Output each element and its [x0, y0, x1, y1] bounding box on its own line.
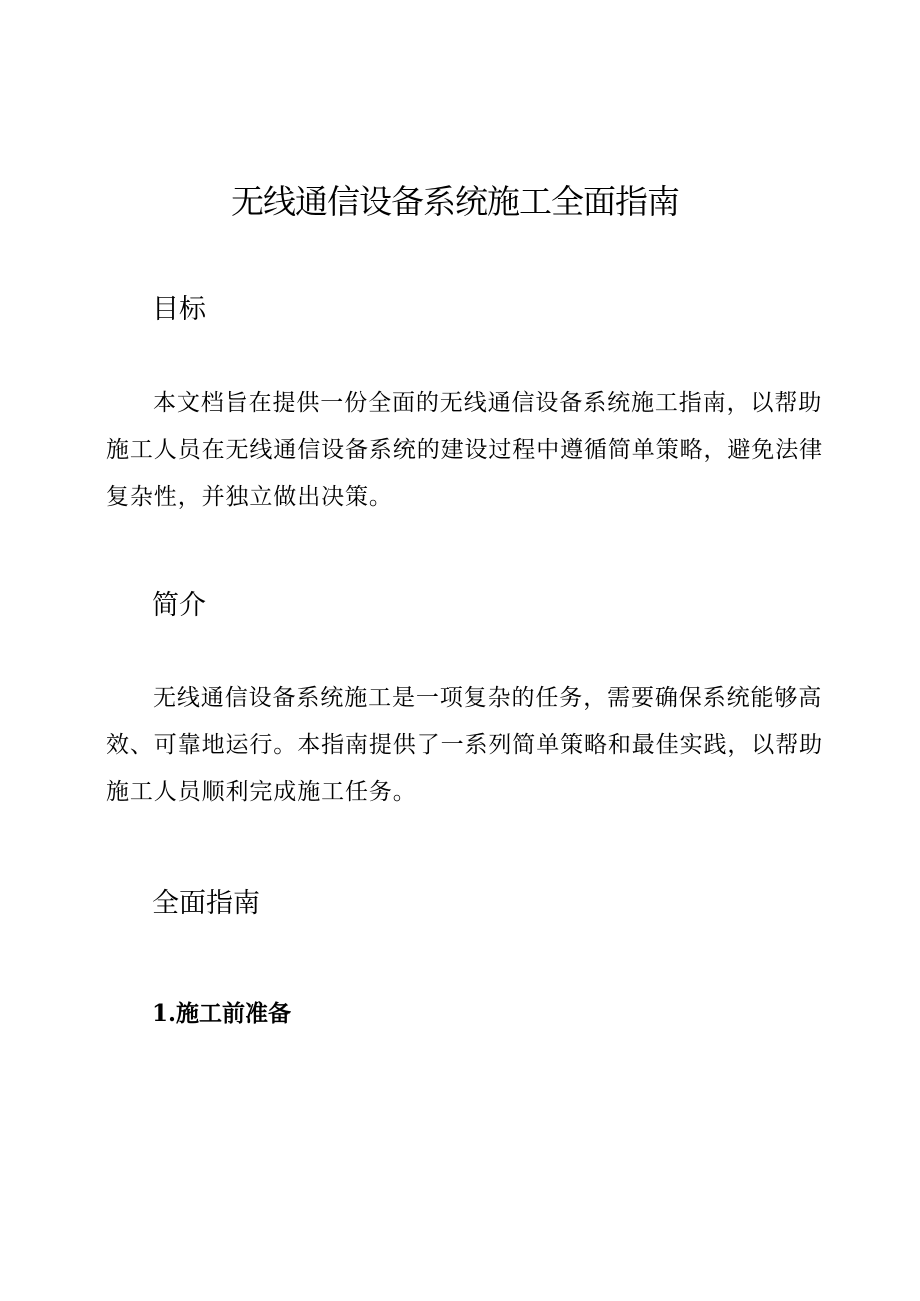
paragraph-line: 施工人员在无线通信设备系统的建设过程中遵循简单策略，避免法律 [106, 437, 823, 463]
section-heading-guide: 全面指南 [152, 888, 260, 919]
paragraph-line: 效、可靠地运行。本指南提供了一系列简单策略和最佳实践，以帮助 [106, 732, 823, 758]
section-paragraph-goal [106, 380, 823, 521]
paragraph-line: 复杂性，并独立做出决策。 [106, 484, 393, 510]
subsection-heading-preparation: 1.施工前准备 [152, 1000, 292, 1027]
paragraph-line: 无线通信设备系统施工是一项复杂的任务，需要确保系统能够高 [153, 685, 823, 711]
section-paragraph-intro [106, 675, 823, 816]
document-title: 无线通信设备系统施工全面指南 [231, 182, 679, 221]
paragraph-line: 施工人员顺利完成施工任务。 [106, 779, 417, 805]
section-heading-goal: 目标 [152, 294, 206, 325]
section-heading-intro: 简介 [152, 590, 206, 621]
paragraph-line: 本文档旨在提供一份全面的无线通信设备系统施工指南，以帮助 [153, 390, 823, 416]
